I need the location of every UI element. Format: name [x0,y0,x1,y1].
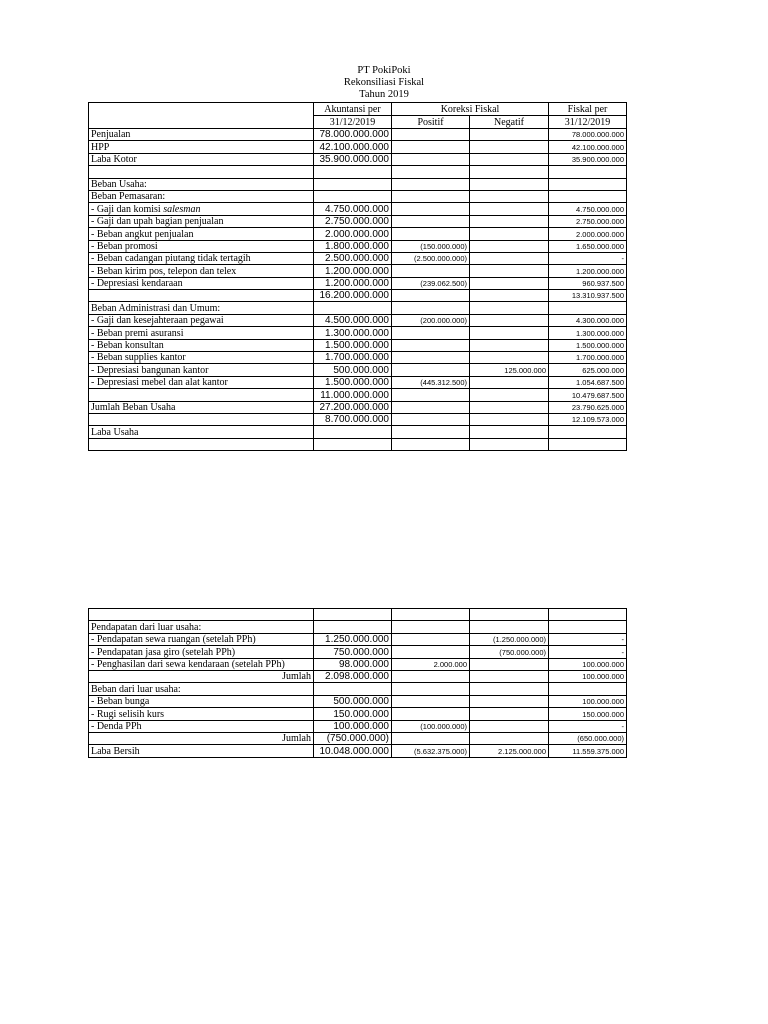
cell-negatif [470,203,549,215]
row-label [89,683,314,695]
cell-fiskal: 960.937.500 [549,277,627,289]
table-row [89,153,627,165]
cell-akuntansi: 4.750.000.000 [314,203,392,215]
cell-fiskal: 4.300.000.000 [549,314,627,326]
row-label-text: - Gaji dan kesejahteraan pegawai [91,315,224,327]
row-label-text: Beban Pemasaran: [91,191,166,203]
row-label [89,633,314,645]
row-label-text: - Depresiasi kendaraan [91,278,183,290]
cell-negatif [470,426,549,438]
cell-negatif [470,302,549,314]
row-label [89,426,314,438]
cell-fiskal: 150.000.000 [549,708,627,720]
cell-akuntansi: 1.800.000.000 [314,240,392,252]
row-label-text: - Beban bunga [91,696,150,708]
cell-positif: (200.000.000) [392,314,470,326]
cell-fiskal [549,438,627,450]
row-label-text: Beban dari luar usaha: [91,683,181,695]
cell-positif [392,178,470,190]
row-label-text: - Rugi selisih kurs [91,708,165,720]
row-label [89,166,314,178]
cell-akuntansi [314,190,392,202]
row-label [89,364,314,376]
row-label [89,352,314,364]
row-label-text: - Beban konsultan [91,340,164,352]
cell-positif [392,683,470,695]
table-row [89,215,627,227]
cell-positif [392,215,470,227]
table-row [89,302,627,314]
table-row [89,413,627,425]
cell-akuntansi: 1.500.000.000 [314,339,392,351]
table-row [89,609,627,621]
cell-negatif [470,153,549,165]
cell-negatif [470,658,549,670]
table-row [89,683,627,695]
cell-fiskal: 2.750.000.000 [549,215,627,227]
table-row [89,745,627,757]
row-label-text: - Beban premi asuransi [91,327,184,339]
cell-negatif [470,228,549,240]
table-row [89,166,627,178]
cell-fiskal: 12.109.573.000 [549,413,627,425]
cell-negatif [470,290,549,302]
table-header-row-1 [89,103,627,116]
row-label-text: - Beban angkut penjualan [91,228,194,240]
cell-akuntansi: 2.098.000.000 [314,670,392,682]
cell-akuntansi [314,621,392,633]
cell-negatif [470,265,549,277]
cell-positif [392,302,470,314]
row-label [89,438,314,450]
cell-akuntansi: 35.900.000.000 [314,153,392,165]
cell-akuntansi: 78.000.000.000 [314,129,392,141]
cell-negatif [470,129,549,141]
cell-negatif [470,732,549,744]
row-label-text: Laba Kotor [91,154,137,166]
header-blank [89,103,314,129]
cell-akuntansi: 2.500.000.000 [314,252,392,264]
row-label-text: - Penghasilan dari sewa kendaraan (setelah PPh) [91,658,285,670]
table-row [89,695,627,707]
header-positif: Positif [392,116,470,129]
cell-akuntansi: 4.500.000.000 [314,314,392,326]
row-label-text: - Gaji dan komisi [91,203,164,215]
cell-negatif [470,277,549,289]
header-fiskal-date: 31/12/2019 [549,116,627,129]
cell-negatif: (750.000.000) [470,646,549,658]
row-label-text: Penjualan [91,129,131,141]
row-label-text: - Beban kirim pos, telepon dan telex [91,265,237,277]
row-label [89,327,314,339]
header-negatif: Negatif [470,116,549,129]
cell-negatif [470,720,549,732]
table-row [89,265,627,277]
row-label [89,339,314,351]
cell-positif [392,364,470,376]
table-row [89,327,627,339]
cell-negatif [470,252,549,264]
row-label-text: - Beban supplies kantor [91,352,186,364]
cell-negatif [470,708,549,720]
cell-akuntansi: 98.000.000 [314,658,392,670]
row-label [89,290,314,302]
cell-akuntansi: 2.000.000.000 [314,228,392,240]
table-row [89,732,627,744]
reconciliation-table-non-operating [88,608,627,758]
cell-negatif [470,166,549,178]
cell-negatif [470,695,549,707]
cell-akuntansi: 1.200.000.000 [314,277,392,289]
row-label [89,190,314,202]
row-label-text: Beban Usaha: [91,178,147,190]
cell-fiskal [549,621,627,633]
cell-akuntansi: 1.250.000.000 [314,633,392,645]
row-label [89,745,314,757]
row-label [89,720,314,732]
table-row [89,277,627,289]
cell-fiskal: 10.479.687.500 [549,389,627,401]
row-label [89,609,314,621]
row-label [89,178,314,190]
cell-negatif [470,240,549,252]
cell-positif [392,695,470,707]
cell-fiskal: - [549,720,627,732]
row-label-text: - Pendapatan jasa giro (setelah PPh) [91,646,236,658]
table-row [89,252,627,264]
cell-negatif [470,339,549,351]
cell-positif [392,339,470,351]
row-label-text: - Depresiasi bangunan kantor [91,364,209,376]
table-row [89,290,627,302]
table-row [89,240,627,252]
row-label [89,314,314,326]
cell-positif [392,290,470,302]
row-label [89,413,314,425]
cell-negatif: (1.250.000.000) [470,633,549,645]
header-akuntansi: Akuntansi per [314,103,392,116]
cell-akuntansi: 2.750.000.000 [314,215,392,227]
cell-akuntansi [314,166,392,178]
table-row [89,621,627,633]
cell-negatif [470,670,549,682]
cell-negatif [470,376,549,388]
row-label-text: - Denda PPh [91,720,142,732]
cell-positif [392,621,470,633]
row-label [89,203,314,215]
cell-fiskal [549,683,627,695]
row-label [89,153,314,165]
company-name: PT PokiPoki [357,65,411,76]
cell-akuntansi [314,426,392,438]
cell-positif [392,327,470,339]
row-label-text: Laba Bersih [91,745,140,757]
row-label [89,141,314,153]
row-label [89,708,314,720]
cell-negatif [470,413,549,425]
cell-akuntansi: 8.700.000.000 [314,413,392,425]
cell-fiskal: 23.790.625.000 [549,401,627,413]
cell-positif: (445.312.500) [392,376,470,388]
row-label-text: Jumlah [282,671,311,683]
row-label-text: Jumlah [282,733,311,745]
table-row [89,720,627,732]
row-label-text: Beban Administrasi dan Umum: [91,302,221,314]
cell-fiskal: 100.000.000 [549,658,627,670]
cell-fiskal: - [549,646,627,658]
row-label [89,228,314,240]
cell-positif: (5.632.375.000) [392,745,470,757]
cell-negatif [470,141,549,153]
table-row [89,438,627,450]
table-row [89,646,627,658]
cell-positif [392,708,470,720]
cell-fiskal [549,166,627,178]
cell-negatif [470,190,549,202]
table-row [89,426,627,438]
cell-negatif [470,215,549,227]
document-year: Tahun 2019 [359,89,409,100]
cell-akuntansi [314,438,392,450]
row-label [89,621,314,633]
cell-positif: (239.062.500) [392,277,470,289]
cell-akuntansi: 1.300.000.000 [314,327,392,339]
cell-negatif [470,438,549,450]
row-label [89,265,314,277]
row-label [89,732,314,744]
row-label [89,302,314,314]
row-label [89,658,314,670]
cell-negatif [470,683,549,695]
cell-positif [392,153,470,165]
cell-fiskal [549,426,627,438]
cell-positif [392,141,470,153]
header-fiskal: Fiskal per [549,103,627,116]
cell-fiskal: 1.200.000.000 [549,265,627,277]
row-label [89,670,314,682]
row-label [89,240,314,252]
row-label [89,277,314,289]
cell-positif [392,228,470,240]
cell-positif [392,413,470,425]
cell-positif [392,389,470,401]
cell-positif [392,646,470,658]
table-row [89,339,627,351]
cell-negatif [470,609,549,621]
cell-positif [392,265,470,277]
cell-fiskal: 625.000.000 [549,364,627,376]
table-row [89,389,627,401]
cell-fiskal: 4.750.000.000 [549,203,627,215]
cell-positif: (100.000.000) [392,720,470,732]
cell-akuntansi: 1.700.000.000 [314,352,392,364]
cell-akuntansi: (750.000.000) [314,732,392,744]
cell-negatif [470,389,549,401]
header-akuntansi-date: 31/12/2019 [314,116,392,129]
cell-positif [392,166,470,178]
row-label-text: Pendapatan dari luar usaha: [91,621,202,633]
cell-fiskal [549,190,627,202]
reconciliation-table-main [88,102,627,451]
cell-akuntansi: 10.048.000.000 [314,745,392,757]
row-label [89,129,314,141]
cell-positif [392,203,470,215]
cell-akuntansi [314,302,392,314]
table-row [89,633,627,645]
row-label-italic: salesman [163,203,201,215]
cell-akuntansi: 11.000.000.000 [314,389,392,401]
table-row [89,178,627,190]
table-row [89,141,627,153]
cell-fiskal: 100.000.000 [549,670,627,682]
table-row [89,401,627,413]
cell-akuntansi: 500.000.000 [314,695,392,707]
cell-negatif [470,621,549,633]
table-row [89,376,627,388]
cell-akuntansi [314,178,392,190]
table-row [89,314,627,326]
cell-akuntansi: 750.000.000 [314,646,392,658]
cell-positif [392,190,470,202]
cell-fiskal [549,302,627,314]
cell-negatif [470,352,549,364]
document-title: Rekonsiliasi Fiskal [343,77,425,88]
cell-akuntansi: 100.000.000 [314,720,392,732]
cell-akuntansi: 150.000.000 [314,708,392,720]
table-row [89,352,627,364]
row-label [89,401,314,413]
cell-negatif [470,327,549,339]
cell-fiskal: 1.054.687.500 [549,376,627,388]
cell-akuntansi [314,609,392,621]
cell-akuntansi: 27.200.000.000 [314,401,392,413]
cell-negatif [470,314,549,326]
cell-positif [392,670,470,682]
table-row [89,190,627,202]
row-label-text: HPP [91,141,110,153]
cell-fiskal: 78.000.000.000 [549,129,627,141]
table-row [89,708,627,720]
cell-fiskal: 11.559.375.000 [549,745,627,757]
cell-fiskal: 2.000.000.000 [549,228,627,240]
cell-positif [392,401,470,413]
cell-fiskal: 1.700.000.000 [549,352,627,364]
cell-positif [392,609,470,621]
row-label-text: - Pendapatan sewa ruangan (setelah PPh) [91,634,256,646]
row-label [89,215,314,227]
cell-positif [392,352,470,364]
row-label [89,376,314,388]
row-label-text: Jumlah Beban Usaha [91,401,176,413]
cell-positif [392,438,470,450]
cell-positif [392,732,470,744]
cell-positif: (2.500.000.000) [392,252,470,264]
cell-akuntansi: 500.000.000 [314,364,392,376]
table-row [89,203,627,215]
cell-fiskal: 1.650.000.000 [549,240,627,252]
cell-fiskal: 100.000.000 [549,695,627,707]
cell-negatif [470,178,549,190]
row-label [89,252,314,264]
row-label [89,389,314,401]
table-row [89,364,627,376]
cell-akuntansi: 16.200.000.000 [314,290,392,302]
cell-akuntansi: 1.500.000.000 [314,376,392,388]
cell-positif [392,426,470,438]
row-label-text: - Depresiasi mebel dan alat kantor [91,377,228,389]
cell-fiskal: 13.310.937.500 [549,290,627,302]
cell-positif [392,633,470,645]
cell-fiskal: - [549,633,627,645]
row-label [89,646,314,658]
cell-negatif: 2.125.000.000 [470,745,549,757]
cell-positif [392,129,470,141]
cell-fiskal: (650.000.000) [549,732,627,744]
header-koreksi: Koreksi Fiskal [392,103,549,116]
row-label-text: - Gaji dan upah bagian penjualan [91,216,224,228]
cell-fiskal: 35.900.000.000 [549,153,627,165]
cell-fiskal: 1.300.000.000 [549,327,627,339]
cell-akuntansi: 42.100.000.000 [314,141,392,153]
table-row [89,670,627,682]
cell-positif: 2.000.000 [392,658,470,670]
row-label [89,695,314,707]
table-row [89,228,627,240]
cell-fiskal: 1.500.000.000 [549,339,627,351]
cell-akuntansi [314,683,392,695]
row-label-text: - Beban promosi [91,240,158,252]
cell-fiskal: - [549,252,627,264]
cell-negatif: 125.000.000 [470,364,549,376]
cell-positif: (150.000.000) [392,240,470,252]
cell-fiskal: 42.100.000.000 [549,141,627,153]
row-label-text: - Beban cadangan piutang tidak tertagih [91,253,251,265]
cell-negatif [470,401,549,413]
cell-akuntansi: 1.200.000.000 [314,265,392,277]
row-label-text: Laba Usaha [91,426,139,438]
table-row [89,129,627,141]
table-row [89,658,627,670]
cell-fiskal [549,609,627,621]
cell-fiskal [549,178,627,190]
